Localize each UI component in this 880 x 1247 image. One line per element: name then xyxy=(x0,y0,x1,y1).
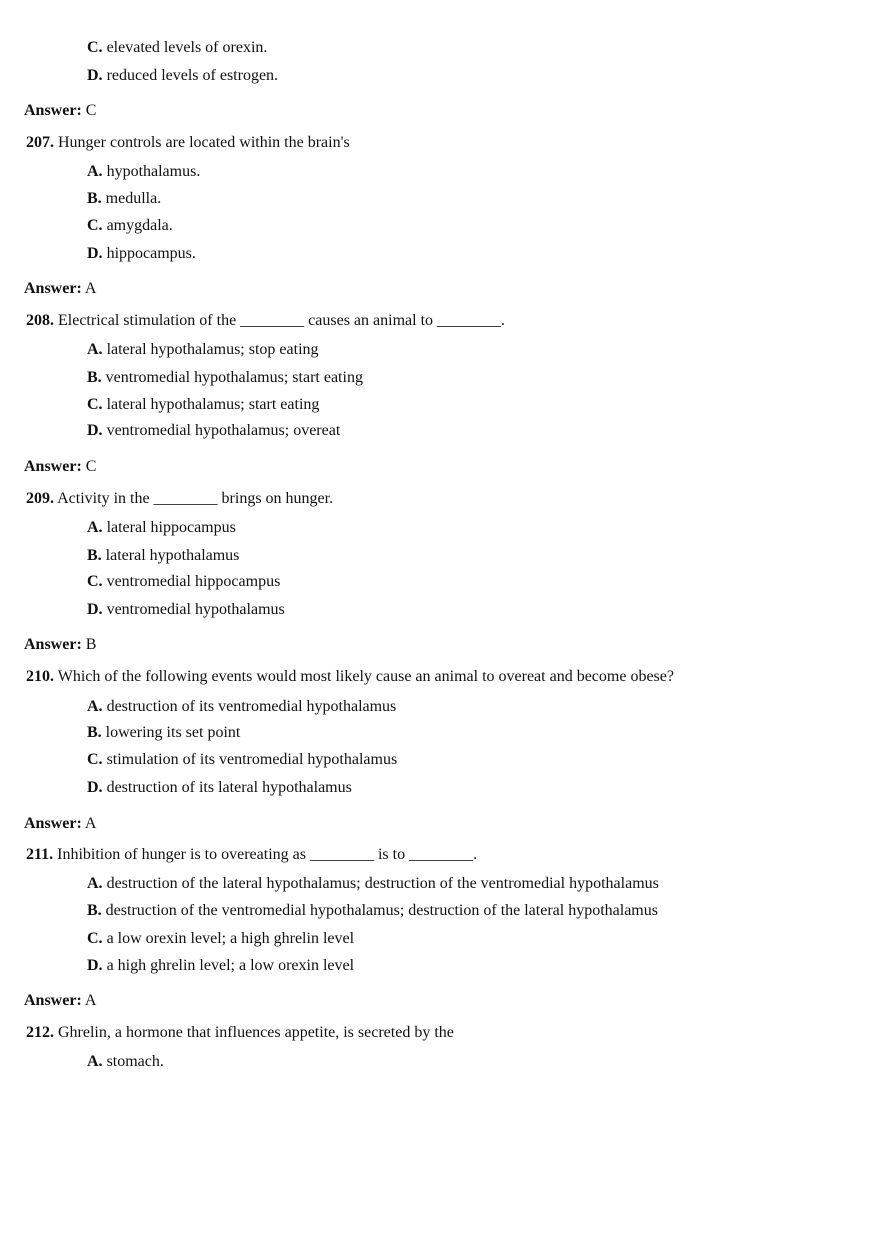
question-210 xyxy=(26,667,674,687)
answer-line xyxy=(24,635,96,655)
answer-value: A xyxy=(84,815,97,832)
answer-label: Answer: xyxy=(24,992,82,1009)
option-text: ventromedial hippocampus xyxy=(106,573,281,590)
option-letter: A. xyxy=(87,163,103,180)
answer-label: Answer: xyxy=(24,815,82,832)
question-number: 208. xyxy=(26,312,54,329)
option-letter: A. xyxy=(87,519,103,536)
option-letter: C. xyxy=(87,217,103,234)
option-letter: C. xyxy=(87,573,103,590)
answer-value: C xyxy=(85,102,97,119)
question-text: Which of the following events would most likely cause an animal to overeat and become obese? xyxy=(57,668,674,685)
option-line xyxy=(87,518,236,538)
option-line xyxy=(87,216,173,236)
option-text: stimulation of its ventromedial hypothalamus xyxy=(106,751,398,768)
question-text: Hunger controls are located within the brain's xyxy=(58,134,350,151)
option-text: ventromedial hypothalamus xyxy=(106,601,285,618)
option-line xyxy=(87,66,278,86)
answer-label: Answer: xyxy=(24,636,82,653)
answer-line xyxy=(24,279,96,299)
option-letter: A. xyxy=(87,1053,103,1070)
option-letter: D. xyxy=(87,422,103,439)
option-line xyxy=(87,572,280,592)
option-line xyxy=(87,189,161,209)
option-text: ventromedial hypothalamus; start eating xyxy=(105,369,363,386)
option-letter: B. xyxy=(87,724,102,741)
option-line xyxy=(87,600,285,620)
option-text: lateral hippocampus xyxy=(106,519,236,536)
option-letter: B. xyxy=(87,369,102,386)
option-letter: B. xyxy=(87,902,102,919)
option-text: destruction of its ventromedial hypothalamus xyxy=(106,698,397,715)
question-number: 212. xyxy=(26,1024,54,1041)
question-number: 210. xyxy=(26,668,54,685)
option-letter: D. xyxy=(87,245,103,262)
question-209 xyxy=(26,489,333,509)
option-text: elevated levels of orexin. xyxy=(106,39,268,56)
answer-label: Answer: xyxy=(24,102,82,119)
question-number: 209. xyxy=(26,490,54,507)
question-text: Electrical stimulation of the ________ causes an animal to ________. xyxy=(58,312,506,329)
answer-line xyxy=(24,101,96,121)
answer-value: A xyxy=(84,992,97,1009)
option-text: ventromedial hypothalamus; overeat xyxy=(106,422,341,439)
answer-label: Answer: xyxy=(24,458,82,475)
option-text: lowering its set point xyxy=(105,724,241,741)
option-line xyxy=(87,874,659,894)
option-letter: C. xyxy=(87,930,103,947)
option-letter: D. xyxy=(87,67,103,84)
answer-label: Answer: xyxy=(24,280,82,297)
option-line xyxy=(87,162,200,182)
option-line xyxy=(87,901,658,921)
option-line xyxy=(87,778,352,798)
option-letter: C. xyxy=(87,751,103,768)
option-text: hippocampus. xyxy=(106,245,196,262)
option-text: a low orexin level; a high ghrelin level xyxy=(106,930,355,947)
option-letter: B. xyxy=(87,190,102,207)
option-text: a high ghrelin level; a low orexin level xyxy=(106,957,355,974)
option-line xyxy=(87,750,397,770)
option-line xyxy=(87,697,396,717)
answer-line xyxy=(24,457,96,477)
question-number: 207. xyxy=(26,134,54,151)
option-line xyxy=(87,956,354,976)
option-text: medulla. xyxy=(105,190,162,207)
option-text: lateral hypothalamus; start eating xyxy=(106,396,320,413)
option-line xyxy=(87,368,363,388)
option-line xyxy=(87,244,196,264)
question-208 xyxy=(26,311,505,331)
option-text: stomach. xyxy=(106,1053,164,1070)
option-text: lateral hypothalamus xyxy=(105,547,240,564)
option-letter: A. xyxy=(87,698,103,715)
option-letter: B. xyxy=(87,547,102,564)
option-text: destruction of its lateral hypothalamus xyxy=(106,779,352,796)
option-text: hypothalamus. xyxy=(106,163,201,180)
option-letter: D. xyxy=(87,601,103,618)
answer-line xyxy=(24,814,96,834)
option-line xyxy=(87,546,239,566)
answer-value: B xyxy=(85,636,97,653)
option-text: lateral hypothalamus; stop eating xyxy=(106,341,319,358)
option-text: destruction of the lateral hypothalamus; destruction of the ventromedial hypothalamus xyxy=(106,875,659,892)
option-line xyxy=(87,421,340,441)
option-letter: C. xyxy=(87,39,103,56)
question-212 xyxy=(26,1023,454,1043)
option-line xyxy=(87,38,267,58)
option-letter: C. xyxy=(87,396,103,413)
option-text: amygdala. xyxy=(106,217,173,234)
answer-line xyxy=(24,991,96,1011)
option-line xyxy=(87,395,319,415)
question-text: Activity in the ________ brings on hunger. xyxy=(57,490,334,507)
option-letter: D. xyxy=(87,779,103,796)
question-number: 211. xyxy=(26,846,54,863)
option-text: reduced levels of estrogen. xyxy=(106,67,279,84)
option-letter: A. xyxy=(87,875,103,892)
question-text: Ghrelin, a hormone that influences appetite, is secreted by the xyxy=(58,1024,454,1041)
option-letter: A. xyxy=(87,341,103,358)
answer-value: C xyxy=(85,458,97,475)
option-text: destruction of the ventromedial hypothalamus; destruction of the lateral hypothalamus xyxy=(105,902,658,919)
option-line xyxy=(87,929,354,949)
option-letter: D. xyxy=(87,957,103,974)
option-line xyxy=(87,1052,164,1072)
option-line xyxy=(87,340,319,360)
question-211 xyxy=(26,845,477,865)
question-text: Inhibition of hunger is to overeating as ________ is to ________. xyxy=(57,846,478,863)
answer-value: A xyxy=(84,280,97,297)
option-line xyxy=(87,723,240,743)
question-207 xyxy=(26,133,350,153)
